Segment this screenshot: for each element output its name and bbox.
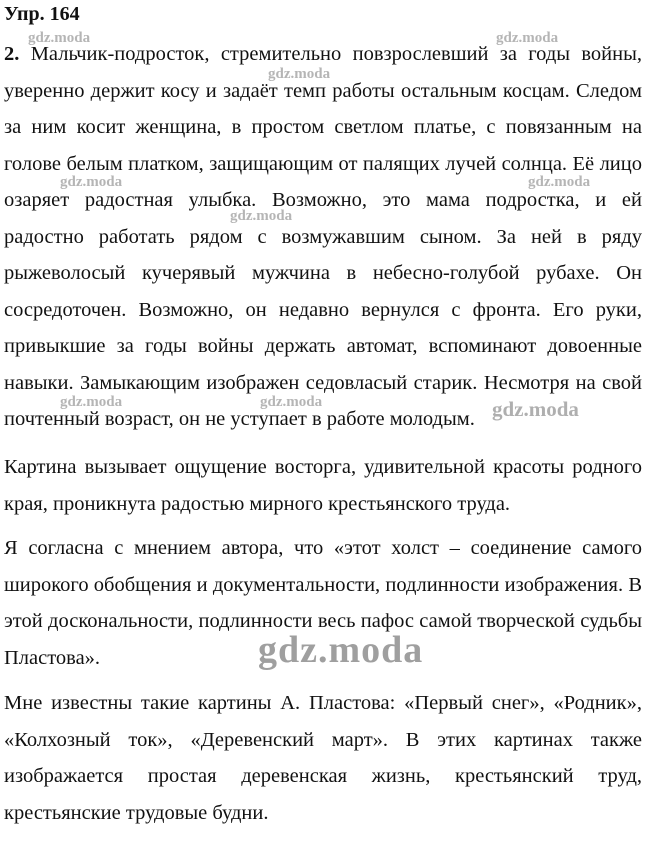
paragraph-4: Мне известны такие картины А. Пластова: «Первый снег», «Родник», «Колхозный ток», «Деревенский март». В этих картинах также изображается простая деревенская жизнь, крестьянский труд, крестьянские трудовые будни. [4, 692, 642, 824]
watermark: gdz.moda [268, 66, 331, 82]
watermark: gdz.moda [492, 397, 579, 421]
watermark: gdz.moda [260, 394, 323, 410]
watermark: gdz.moda [230, 208, 293, 224]
item-number: 2. [4, 43, 20, 65]
paragraph-3: Я согласна с мнением автора, что «этот холст – соединение самого широкого обобщения и документальности, подлинности изображения. В этой доскональности, подлинности весь пафос самой творческой судьбы Пластова». [4, 537, 642, 669]
watermark: gdz.moda [28, 30, 91, 46]
watermark: gdz.moda [258, 629, 424, 671]
watermark: gdz.moda [60, 394, 123, 410]
watermark: gdz.moda [496, 30, 559, 46]
paragraph-2: Картина вызывает ощущение восторга, удивительной красоты родного края, проникнута радостью мирного крестьянского труда. [4, 456, 642, 515]
exercise-heading: Упр. 164 [4, 3, 80, 25]
paragraph-1-text: Мальчик-подросток, стремительно повзрослевший за годы войны, уверенно держит косу и задаёт темп работы остальным косцам. Следом за ним косит женщина, в простом светлом платье, с повязанным на голове белым платком, защищающим от палящих лучей солнца. Её лицо озаряет радостная улыбка. Возможно, это мама подростка, и ей радостно работать рядом с возмужавшим сыном. За ней в ряду рыжеволосый кучерявый мужчина в небесно-голубой рубахе. Он сосредоточен. Возможно, он недавно вернулся с фронта. Его руки, привыкшие за годы войны держать автомат, вспоминают довоенные навыки. Замыкающим изображен седовласый старик. Несмотря на свой почтенный возраст, он не уступает в работе молодым. [4, 43, 643, 430]
paragraph-1 [4, 36, 642, 438]
watermark: gdz.moda [60, 174, 123, 190]
watermark: gdz.moda [528, 174, 591, 190]
